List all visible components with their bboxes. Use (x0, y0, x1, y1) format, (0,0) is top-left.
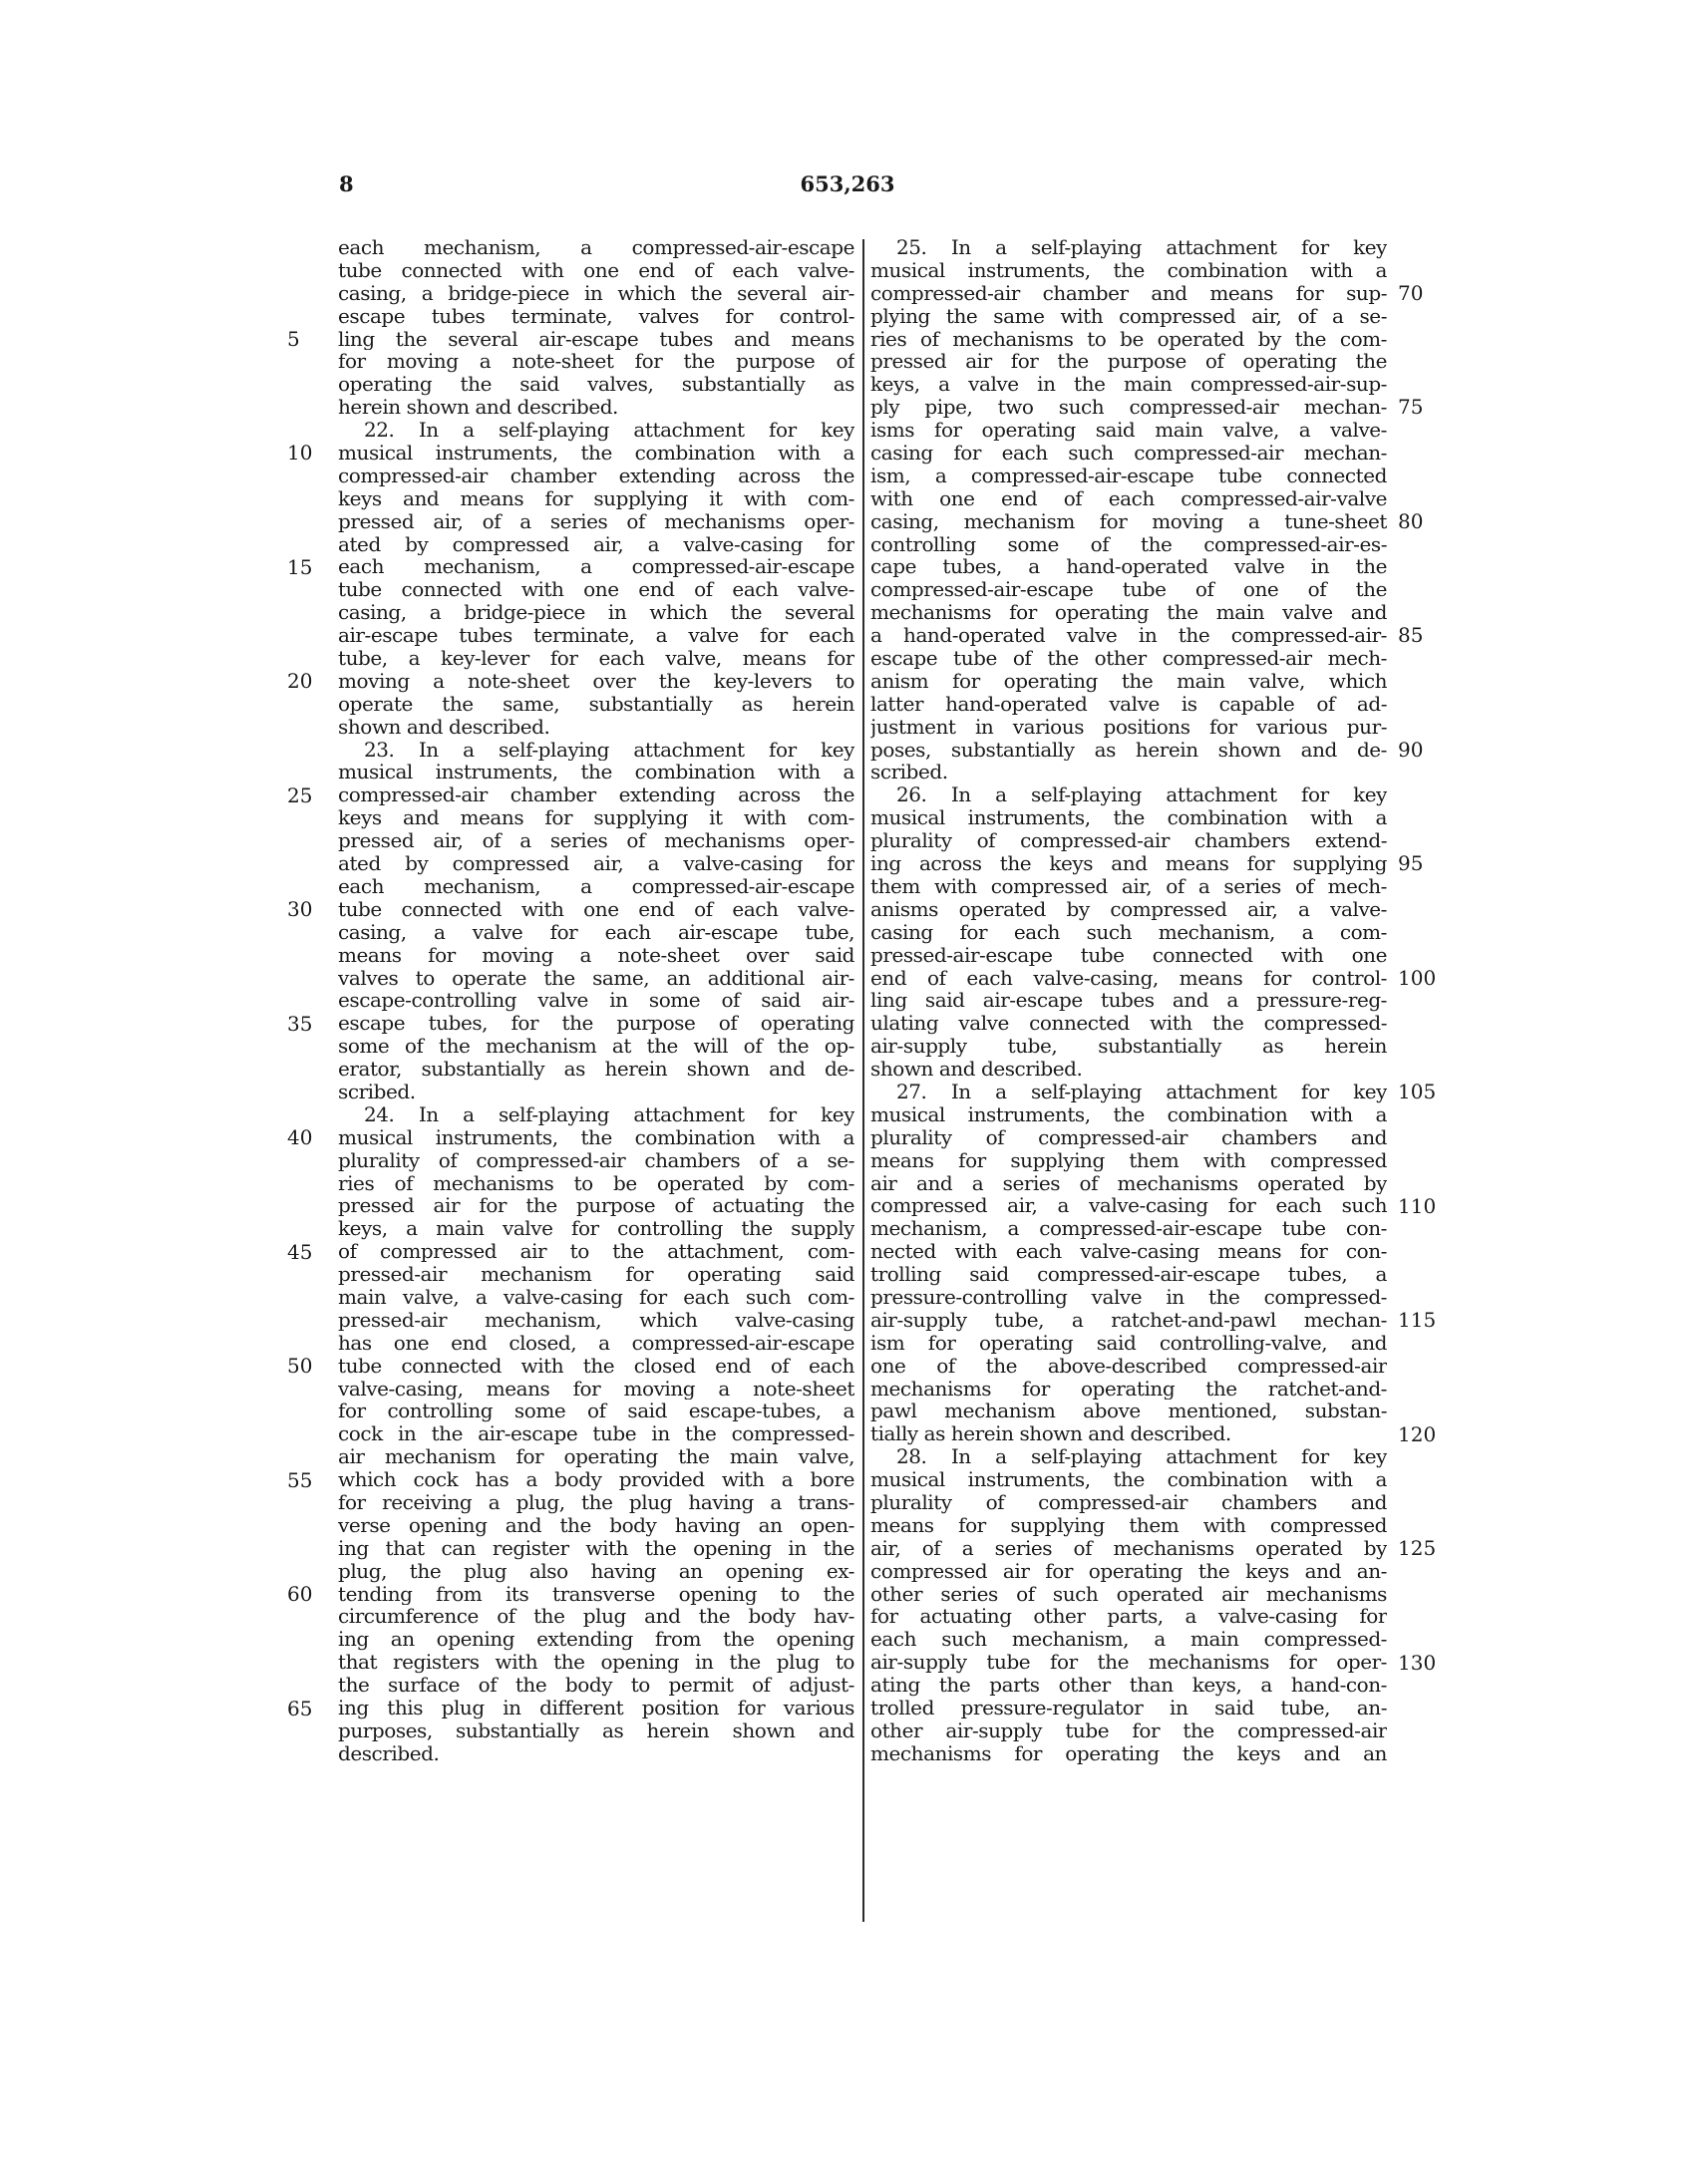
text-line: compressed-air chamber extending across the (338, 783, 854, 807)
text-line: ries of mechanisms to be operated by com- (338, 1171, 854, 1195)
text-line: ulating valve connected with the compressed- (870, 1012, 1387, 1036)
text-line: erator, substantially as herein shown and de- (338, 1058, 854, 1081)
text-line: pressed-air mechanism for operating said (338, 1263, 854, 1286)
text-line: musical instruments, the combination with a (870, 1468, 1387, 1491)
text-line: them with compressed air, of a series of mech- (870, 874, 1387, 898)
text-line: tending from its transverse opening to the (338, 1582, 854, 1606)
text-line: poses, substantially as herein shown and de- (870, 738, 1387, 762)
line-number: 30 (287, 897, 313, 922)
text-line: tube, a key-lever for each valve, means for (338, 647, 854, 670)
text-line: musical instruments, the combination with a (870, 258, 1387, 282)
text-line: 26. In a self-playing attachment for key (896, 783, 1387, 807)
line-number: 55 (287, 1467, 313, 1492)
text-line: end of each valve-casing, means for control- (870, 966, 1387, 990)
text-line: mechanisms for operating the keys and an (870, 1741, 1387, 1765)
text-line: each mechanism, a compressed-air-escape (338, 236, 854, 259)
text-line: plurality of compressed-air chambers extend- (870, 829, 1387, 853)
text-line: 28. In a self-playing attachment for key (896, 1445, 1387, 1469)
line-number: 35 (287, 1011, 313, 1036)
line-number: 105 (1398, 1080, 1437, 1104)
text-line: anisms operated by compressed air, a valve- (870, 897, 1387, 921)
text-line: cock in the air-escape tube in the compressed- (338, 1422, 854, 1446)
text-line: main valve, a valve-casing for each such com- (338, 1285, 854, 1309)
text-line: ing that can register with the opening in the (338, 1536, 854, 1560)
text-line: a hand-operated valve in the compressed-air- (870, 624, 1387, 648)
text-line: each mechanism, a compressed-air-escape (338, 874, 854, 898)
text-line: ling the several air-escape tubes and means (338, 327, 854, 351)
text-line: air-supply tube, a ratchet-and-pawl mechan- (870, 1308, 1387, 1332)
text-line: justment in various positions for various pur- (870, 715, 1387, 739)
text-line: tube connected with one end of each valve- (338, 897, 854, 921)
text-line: moving a note-sheet over the key-levers to (338, 669, 854, 693)
line-number: 40 (287, 1125, 313, 1150)
text-line: musical instruments, the combination with a (870, 806, 1387, 830)
line-number: 75 (1398, 395, 1424, 420)
line-number: 25 (287, 782, 313, 807)
line-number: 90 (1398, 737, 1424, 762)
text-line: one of the above-described compressed-air (870, 1354, 1387, 1378)
text-line: keys and means for supplying it with com- (338, 806, 854, 830)
text-line: valves to operate the same, an additional air- (338, 966, 854, 990)
text-line: air-supply tube for the mechanisms for oper- (870, 1651, 1387, 1675)
text-line: ing this plug in different position for various (338, 1697, 854, 1719)
line-number: 45 (287, 1239, 313, 1264)
text-line: described. (338, 1741, 440, 1765)
line-number: 120 (1398, 1421, 1437, 1446)
text-line: compressed air for operating the keys and an- (870, 1559, 1387, 1583)
text-line: that registers with the opening in the plug to (338, 1651, 854, 1675)
text-line: pawl mechanism above mentioned, substan- (870, 1400, 1387, 1423)
text-line: air-supply tube, substantially as herein (870, 1035, 1387, 1059)
text-line: ries of mechanisms to be operated by the com- (870, 327, 1387, 351)
text-line: 23. In a self-playing attachment for key (364, 738, 854, 762)
text-line: pressed air for the purpose of actuating the (338, 1194, 854, 1218)
text-line: air-escape tubes terminate, a valve for each (338, 624, 854, 648)
page-number: 8 (339, 171, 354, 196)
text-line: trolling said compressed-air-escape tubes, a (870, 1263, 1387, 1286)
text-line: ism, a compressed-air-escape tube connected (870, 464, 1387, 487)
text-line: each such mechanism, a main compressed- (870, 1628, 1387, 1652)
text-line: 24. In a self-playing attachment for key (364, 1102, 854, 1126)
text-line: of compressed air to the attachment, com- (338, 1240, 854, 1264)
text-line: escape-controlling valve in some of said air- (338, 989, 854, 1013)
text-line: scribed. (338, 1080, 416, 1103)
text-line: air, of a series of mechanisms operated by (870, 1536, 1387, 1560)
text-line: compressed-air chamber and means for sup- (870, 281, 1387, 305)
text-line: tube connected with the closed end of each (338, 1354, 854, 1378)
line-number: 95 (1398, 851, 1424, 876)
text-line: air mechanism for operating the main valve, (338, 1445, 854, 1469)
text-line: latter hand-operated valve is capable of ad- (870, 692, 1387, 716)
text-line: mechanisms for operating the ratchet-and- (870, 1377, 1387, 1401)
text-line: shown and described. (338, 715, 550, 739)
text-line: for moving a note-sheet for the purpose of (338, 350, 854, 374)
column-divider (862, 239, 864, 1922)
text-line: keys and means for supplying it with com- (338, 486, 854, 510)
text-line: musical instruments, the combination with a (870, 1102, 1387, 1126)
text-line: scribed. (870, 761, 948, 784)
text-line: ating the parts other than keys, a hand-con- (870, 1674, 1387, 1697)
text-line: verse opening and the body having an open- (338, 1513, 854, 1537)
text-line: tube connected with one end of each valve- (338, 258, 854, 282)
text-line: musical instruments, the combination with a (338, 761, 854, 784)
text-line: ing an opening extending from the opening (338, 1628, 854, 1652)
text-line: valve-casing, means for moving a note-sheet (338, 1377, 854, 1401)
patent-number: 653,263 (800, 171, 895, 196)
text-line: circumference of the plug and the body hav- (338, 1605, 854, 1629)
text-line: each mechanism, a compressed-air-escape (338, 555, 854, 579)
text-line: 27. In a self-playing attachment for key (896, 1080, 1387, 1103)
text-line: means for supplying them with compressed (870, 1148, 1387, 1172)
text-line: escape tubes terminate, valves for control- (338, 304, 854, 328)
text-line: compressed-air chamber extending across the (338, 464, 854, 487)
text-line: anism for operating the main valve, which (870, 669, 1387, 693)
line-number: 15 (287, 554, 313, 579)
text-line: plurality of compressed-air chambers and (870, 1490, 1387, 1514)
text-line: plurality of compressed-air chambers of a se- (338, 1148, 854, 1172)
line-number: 130 (1398, 1650, 1437, 1675)
text-line: which cock has a body provided with a bore (338, 1468, 854, 1491)
text-line: air and a series of mechanisms operated by (870, 1171, 1387, 1195)
text-line: 25. In a self-playing attachment for key (896, 236, 1387, 259)
text-line: casing, a bridge-piece in which the several (338, 601, 854, 625)
text-line: means for supplying them with compressed (870, 1513, 1387, 1537)
text-line: pressed-air-escape tube connected with one (870, 943, 1387, 967)
text-line: trolled pressure-regulator in said tube, an- (870, 1697, 1387, 1719)
text-line: musical instruments, the combination with a (338, 1125, 854, 1149)
text-line: other air-supply tube for the compressed-air (870, 1718, 1387, 1742)
text-line: operating the said valves, substantially as (338, 373, 854, 397)
text-line: mechanisms for operating the main valve and (870, 601, 1387, 625)
text-line: isms for operating said main valve, a valve- (870, 419, 1387, 443)
line-number: 50 (287, 1354, 313, 1379)
line-number: 5 (287, 326, 300, 351)
line-number: 100 (1398, 965, 1437, 990)
text-line: purposes, substantially as herein shown and (338, 1718, 854, 1742)
text-line: tially as herein shown and described. (870, 1422, 1231, 1446)
text-line: ated by compressed air, a valve-casing for (338, 852, 854, 875)
text-line: other series of such operated air mechanisms (870, 1582, 1387, 1606)
text-line: operate the same, substantially as herein (338, 692, 854, 716)
text-line: plug, the plug also having an opening ex- (338, 1559, 854, 1583)
line-number: 85 (1398, 623, 1424, 648)
line-number: 10 (287, 441, 313, 466)
text-line: controlling some of the compressed-air-es- (870, 532, 1387, 556)
line-number: 20 (287, 669, 313, 694)
text-line: cape tubes, a hand-operated valve in the (870, 555, 1387, 579)
text-line: plurality of compressed-air chambers and (870, 1125, 1387, 1149)
text-line: musical instruments, the combination with a (338, 442, 854, 465)
text-line: pressed air, of a series of mechanisms oper- (338, 509, 854, 533)
text-line: nected with each valve-casing means for con- (870, 1240, 1387, 1264)
text-line: some of the mechanism at the will of the op- (338, 1035, 854, 1059)
text-line: casing for each such compressed-air mechan- (870, 442, 1387, 465)
text-line: mechanism, a compressed-air-escape tube con- (870, 1217, 1387, 1241)
text-line: ism for operating said controlling-valve, and (870, 1331, 1387, 1355)
line-number: 125 (1398, 1536, 1437, 1561)
text-line: tube connected with one end of each valve- (338, 578, 854, 602)
text-line: keys, a main valve for controlling the supply (338, 1217, 854, 1241)
text-line: compressed air, a valve-casing for each such (870, 1194, 1387, 1218)
text-line: pressed-air mechanism, which valve-casing (338, 1308, 854, 1332)
text-line: casing, a bridge-piece in which the several air- (338, 281, 854, 305)
text-line: means for moving a note-sheet over said (338, 943, 854, 967)
text-line: shown and described. (870, 1058, 1083, 1081)
line-number: 115 (1398, 1308, 1437, 1333)
text-line: for controlling some of said escape-tubes, a (338, 1400, 854, 1423)
text-line: with one end of each compressed-air-valve (870, 486, 1387, 510)
text-line: herein shown and described. (338, 396, 618, 420)
text-line: casing, a valve for each air-escape tube, (338, 920, 854, 944)
text-line: ing across the keys and means for supplying (870, 852, 1387, 875)
left-column (338, 236, 854, 1765)
line-number: 70 (1398, 280, 1424, 305)
right-column (870, 236, 1387, 1765)
line-number: 60 (287, 1582, 313, 1607)
text-line: has one end closed, a compressed-air-escape (338, 1331, 854, 1355)
text-line: casing, mechanism for moving a tune-sheet (870, 509, 1387, 533)
text-line: casing for each such mechanism, a com- (870, 920, 1387, 944)
text-line: ling said air-escape tubes and a pressure-reg- (870, 989, 1387, 1013)
line-number: 110 (1398, 1193, 1437, 1218)
text-line: pressed air for the purpose of operating the (870, 350, 1387, 374)
text-line: escape tubes, for the purpose of operating (338, 1012, 854, 1036)
text-line: pressed air, of a series of mechanisms oper- (338, 829, 854, 853)
line-number: 80 (1398, 508, 1424, 533)
text-line: the surface of the body to permit of adjust- (338, 1674, 854, 1697)
line-number: 65 (287, 1696, 313, 1720)
text-line: ply pipe, two such compressed-air mechan- (870, 396, 1387, 420)
text-line: compressed-air-escape tube of one of the (870, 578, 1387, 602)
text-line: 22. In a self-playing attachment for key (364, 419, 854, 443)
text-line: keys, a valve in the main compressed-air-sup- (870, 373, 1387, 397)
text-line: for actuating other parts, a valve-casing for (870, 1605, 1387, 1629)
text-line: ated by compressed air, a valve-casing for (338, 532, 854, 556)
text-line: plying the same with compressed air, of a se- (870, 304, 1387, 328)
text-line: pressure-controlling valve in the compressed- (870, 1285, 1387, 1309)
text-line: escape tube of the other compressed-air mech- (870, 647, 1387, 670)
text-line: for receiving a plug, the plug having a trans- (338, 1490, 854, 1514)
